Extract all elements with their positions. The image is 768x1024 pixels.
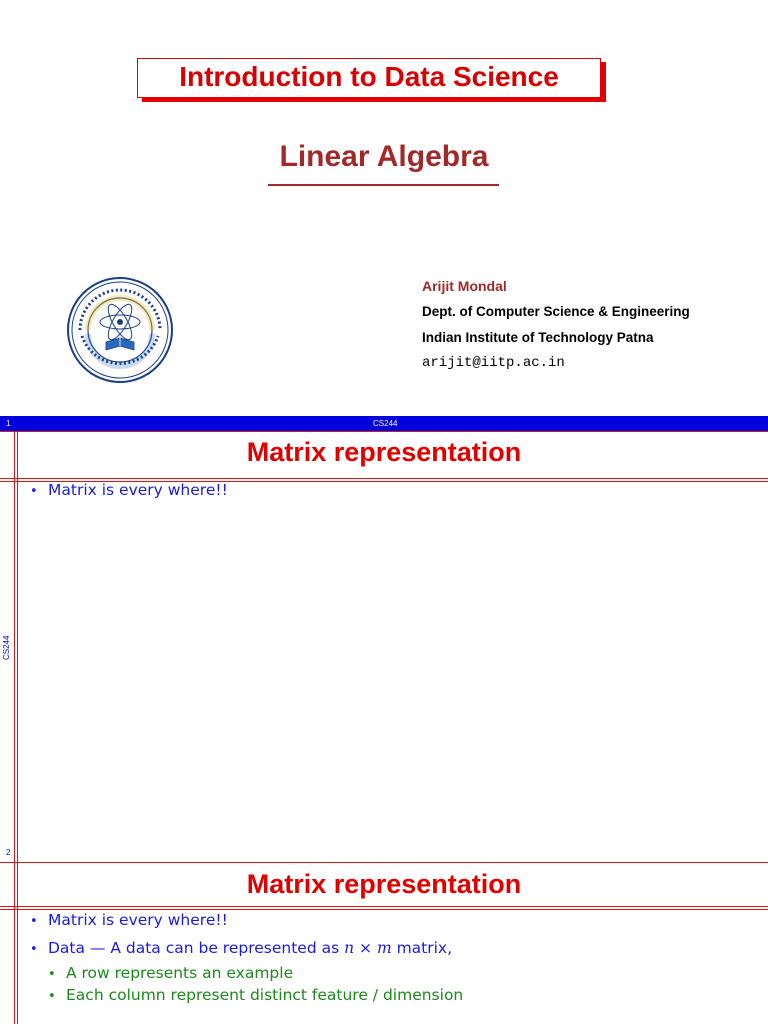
frame-line: [17, 431, 18, 1024]
frame-line: [0, 431, 768, 432]
author-department: Dept. of Computer Science & Engineering: [422, 304, 690, 319]
bullet-dot-icon: •: [30, 484, 38, 499]
frame-line: [0, 862, 768, 863]
sub-bullet-item: • Each column represent distinct feature / dimension: [48, 986, 464, 1004]
topic-title: Linear Algebra: [279, 140, 489, 173]
slide-heading: Matrix representation: [246, 437, 522, 467]
topic-underline: [268, 184, 499, 186]
frame-line: [0, 906, 768, 907]
slide-heading: Matrix representation: [246, 869, 522, 899]
course-title: Introduction to Data Science: [179, 61, 559, 92]
bullet-item: • Matrix is every where!!: [30, 911, 228, 929]
bullet-dot-icon: •: [48, 989, 56, 1004]
frame-line: [0, 478, 768, 479]
frame-line: [14, 431, 15, 1024]
iit-patna-seal-icon: [66, 276, 174, 384]
bullet-dot-icon: •: [30, 942, 38, 957]
page-number: 1: [6, 419, 11, 428]
sub-bullet-item: • A row represents an example: [48, 964, 294, 982]
bullet-item: • Data — A data can be represented as n × m matrix,: [30, 939, 453, 957]
bullet-dot-icon: •: [30, 914, 38, 929]
bullet-dot-icon: •: [48, 967, 56, 982]
course-code: CS244: [373, 419, 398, 428]
frame-line: [0, 909, 768, 910]
bullet-item: • Matrix is every where!!: [30, 481, 228, 499]
author-institute: Indian Institute of Technology Patna: [422, 330, 654, 345]
slide-footer-bar: [0, 416, 768, 431]
author-email[interactable]: arijit@iitp.ac.in: [422, 355, 565, 371]
page-number: 2: [6, 848, 11, 857]
author-name: Arijit Mondal: [422, 278, 507, 294]
side-course-label: CS244: [2, 635, 11, 660]
